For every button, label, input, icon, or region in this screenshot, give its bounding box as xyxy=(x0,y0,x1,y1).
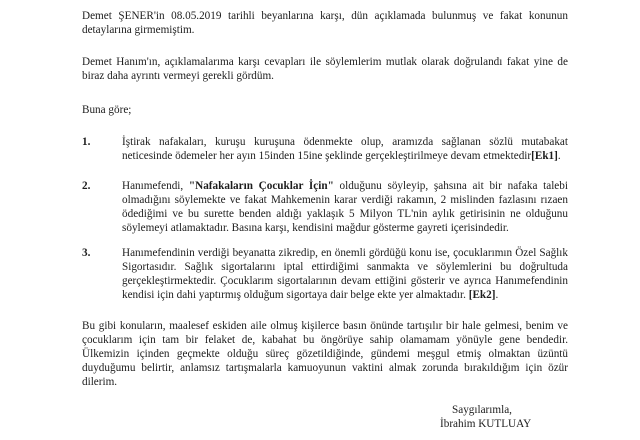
paragraph-clarification: Demet Hanım'ın, açıklamalarıma karşı cevapları ile söylemlerim mutlak olarak doğrulandı fakat yine de biraz daha ayrıntı vermeyi gerekli gördüm. xyxy=(82,56,568,82)
signer-name: İbrahim KUTLUAY xyxy=(440,418,532,430)
list-item-1 xyxy=(122,136,568,164)
attachment-ref-ek2: [Ek2] xyxy=(468,288,496,301)
item-number-3: 3. xyxy=(82,247,91,259)
item-2-lead: Hanımefendi, xyxy=(122,180,189,192)
item-number-2: 2. xyxy=(82,180,91,192)
list-item-2 xyxy=(122,180,568,236)
attachment-ref-ek1: [Ek1] xyxy=(531,149,558,162)
list-item-3 xyxy=(122,247,568,303)
item-2-quote: "Nafakaların Çocuklar İçin" xyxy=(188,180,334,192)
item-1-end: . xyxy=(557,149,561,162)
item-number-1: 1. xyxy=(82,136,91,148)
paragraph-intro: Demet ŞENER'in 08.05.2019 tarihli beyanlarına karşı, dün açıklamada bulunmuş ve fakat konunun detaylarına girmemiştim. xyxy=(82,10,568,36)
paragraph-accordingly: Buna göre; xyxy=(82,104,132,116)
item-2-text: olduğunu söyleyip, şahsına ait bir nafaka talebi olmadığını söylemekte ve fakat Mahkemenin karar verdiği rakamın, 2 mislinden fazlasını rızaen ödediğimi ve bu surette benden aldığı yaklaşık 5 Milyon TL'nin aylık getirisinin ne olduğunu söylemeyi atlamaktadır. Basına karşı, kendisini mağdur gösterme gayreti içerisindedir. xyxy=(122,180,568,234)
paragraph-conclusion: Bu gibi konuların, maalesef eskiden aile olmuş kişilerce basın önünde tartışılır bir hale gelmesi, benim ve çocuklarım için tam bir felaket de, kabahat bu öngörüye sahip olamamam yönüyle gene bendedir. Ülkemizin içinden geçmekte olduğu süreç gözetildiğinde, gündemi meşgul etmiş olmaktan üzüntü duyduğumu belirtir, anlamsız tartışmalarla kamuoyunun vaktini almak zorunda bırakıldığım için özür dilerim. xyxy=(82,320,568,388)
item-3-text: Hanımefendinin verdiği beyanatta zikredip, en önemli gördüğü konu ise, çocuklarımın Özel Sağlık Sigortasıdır. Sağlık sigortalarını iptal ettirdiğimi sanmakta ve söylemlerini bu doğrultuda gerçekleştirmektedir. Çocuklarım sigortalarının devam ettiğini gösterir ve ayrıca Hanımefendinin kendisi için dahi yaptırmış olduğum sigortaya dair belge ekte yer almaktadır. xyxy=(122,247,568,301)
closing-salutation: Saygılarımla, xyxy=(452,404,512,416)
item-3-end: . xyxy=(495,288,499,301)
item-1-text: İştirak nafakaları, kuruşu kuruşuna ödenmekte olup, aramızda sağlanan sözlü mutabakat neticesinde ödemeler her ayın 15inden 15ine şeklinde gerçekleştirilmeye devam etmektedir xyxy=(122,136,568,162)
